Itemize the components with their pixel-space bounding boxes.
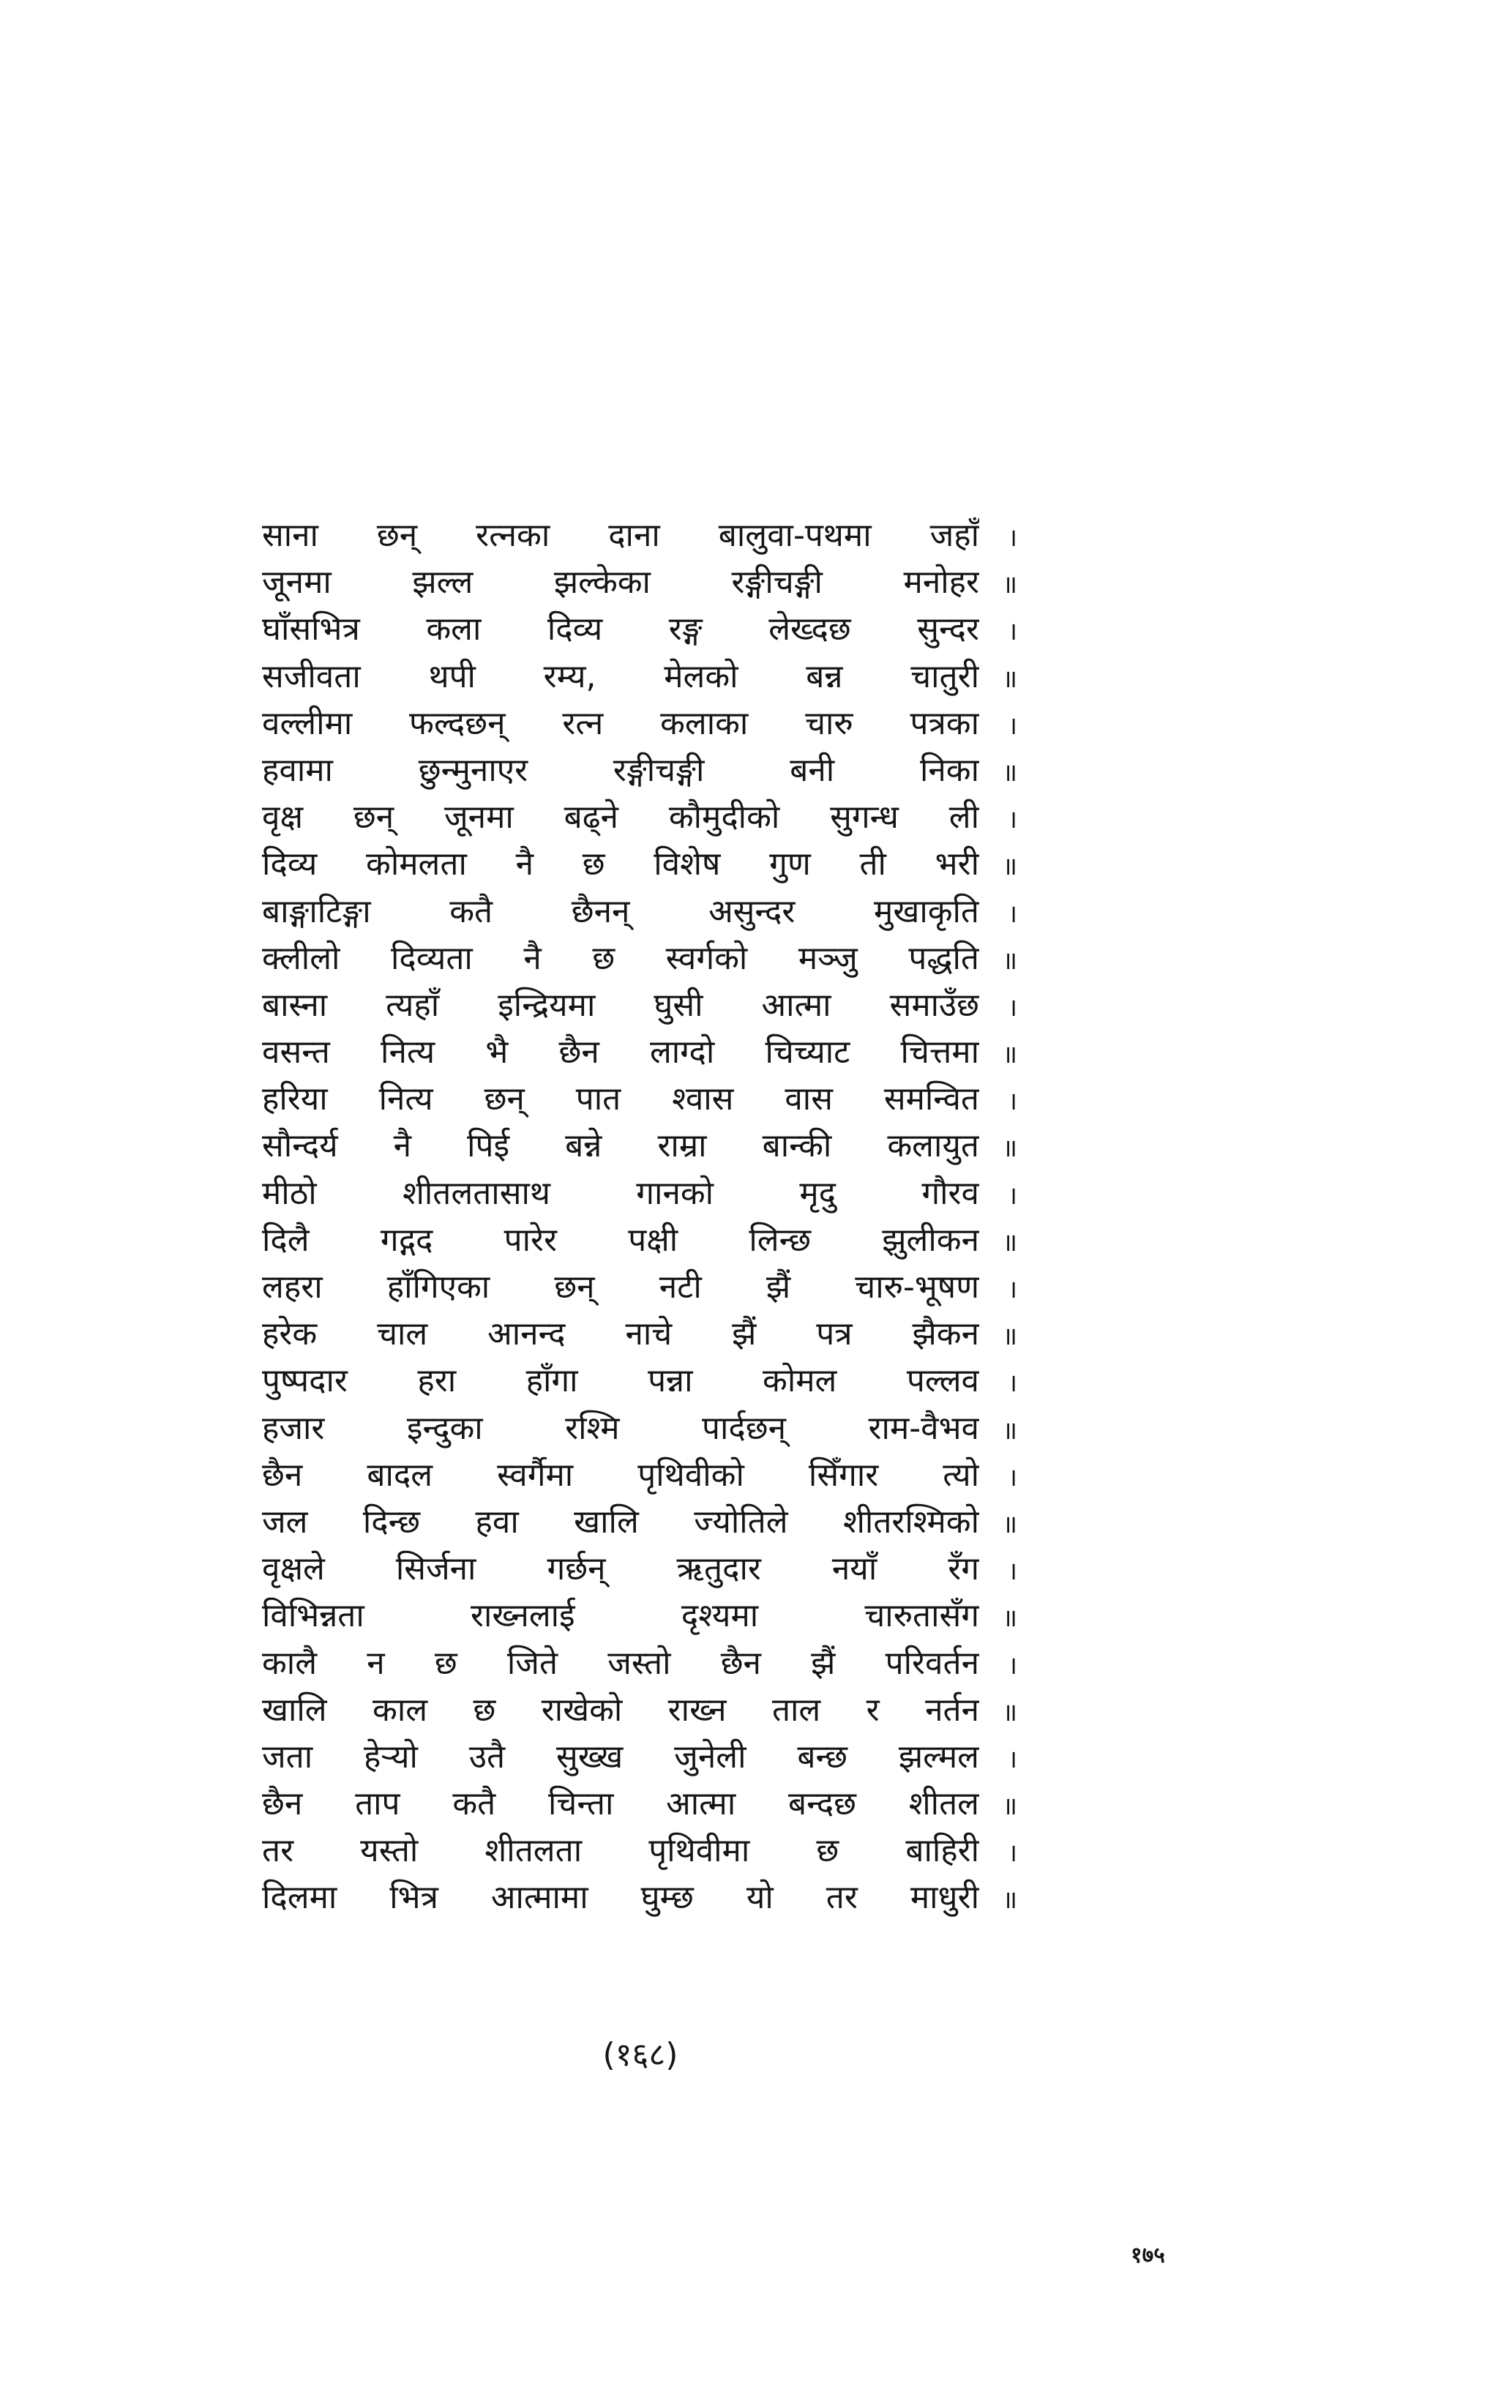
verse-end-mark: । — [1008, 617, 1017, 647]
verse-end-mark: । — [1008, 1462, 1017, 1492]
verse-text: कालै न छ जिते जस्तो छैन झैं परिवर्तन — [262, 1644, 979, 1682]
verse-text: साना छन् रत्नका दाना बालुवा-पथमा जहाँ — [262, 517, 979, 554]
verse-end-mark: । — [1008, 523, 1017, 553]
verse-text: घाँसभित्र कला दिव्य रङ्ग लेख्दछ सुन्दर — [262, 610, 979, 648]
verse-end-mark: । — [1008, 1369, 1017, 1399]
verse-text: छैन ताप कतै चिन्ता आत्मा बन्दछ शीतल — [262, 1785, 979, 1823]
verse-line — [262, 1593, 1017, 1639]
verse-end-mark: ॥ — [1002, 946, 1017, 976]
page-number: (१६८) — [602, 2036, 678, 2074]
verse-line — [262, 700, 1017, 747]
verse-text: बाङ्गाटिङ्गा कतै छैनन् असुन्दर मुखाकृति — [262, 892, 979, 930]
verse-line — [262, 982, 1017, 1029]
folio-number: १७५ — [1131, 2243, 1165, 2268]
verse-end-mark: ॥ — [1002, 758, 1017, 788]
verse-end-mark: ॥ — [1002, 1604, 1017, 1634]
verse-text: छैन बादल स्वर्गैमा पृथिवीको सिँगार त्यो — [262, 1456, 979, 1494]
verse-text: हरेक चाल आनन्द नाचे झैं पत्र झैकन — [262, 1315, 979, 1353]
verse-line — [262, 1828, 1017, 1874]
verse-line — [262, 559, 1017, 606]
verse-text: वसन्त नित्य भै छैन लाग्दो चिच्याट चित्तमा — [262, 1033, 979, 1072]
verse-line — [262, 935, 1017, 982]
verse-end-mark: । — [1008, 1275, 1017, 1304]
verse-line — [262, 1452, 1017, 1499]
verse-line — [262, 1499, 1017, 1546]
poem-block — [262, 512, 1017, 1922]
verse-end-mark: ॥ — [1002, 1697, 1017, 1727]
verse-line — [262, 1311, 1017, 1358]
verse-line — [262, 1734, 1017, 1781]
verse-end-mark: ॥ — [1002, 1134, 1017, 1164]
verse-text: दिलै गद्गद पारेर पक्षी लिन्छ झुलीकन — [262, 1221, 979, 1259]
verse-line — [262, 1076, 1017, 1123]
verse-text: दिव्य कोमलता नै छ विशेष गुण ती भरी — [262, 845, 979, 883]
verse-text: मीठो शीतलतासाथ गानको मृदु गौरव — [262, 1174, 979, 1212]
verse-text: जूनमा झल्ल झल्केका रङ्गीचङ्गी मनोहर — [262, 564, 979, 602]
verse-line — [262, 654, 1017, 700]
verse-text: जल दिन्छ हवा खालि ज्योतिले शीतरश्मिको — [262, 1503, 979, 1541]
verse-text: क्लीलो दिव्यता नै छ स्वर्गको मञ्जु पद्धति — [262, 939, 979, 977]
verse-line — [262, 1123, 1017, 1170]
verse-text: खालि काल छ राखेको राख्न ताल र नर्तन — [262, 1691, 979, 1729]
verse-text: तर यस्तो शीतलता पृथिवीमा छ बाहिरी — [262, 1832, 979, 1870]
verse-end-mark: । — [1008, 805, 1017, 835]
verse-text: हरिया नित्य छन् पात श्वास वास समन्वित — [262, 1080, 979, 1118]
verse-line — [262, 1170, 1017, 1217]
verse-line — [262, 1264, 1017, 1311]
verse-line — [262, 512, 1017, 559]
verse-line — [262, 1546, 1017, 1593]
verse-end-mark: । — [1008, 1181, 1017, 1211]
verse-end-mark: ॥ — [1002, 1792, 1017, 1822]
verse-end-mark: । — [1008, 1557, 1017, 1587]
verse-end-mark: ॥ — [1002, 1227, 1017, 1257]
verse-end-mark: । — [1008, 992, 1017, 1022]
verse-line — [262, 1640, 1017, 1687]
verse-text: विभिन्नता राख्नलाई दृश्यमा चारुतासँग — [262, 1597, 979, 1635]
verse-end-mark: ॥ — [1002, 852, 1017, 882]
verse-line — [262, 747, 1017, 794]
verse-text: वृक्षले सिर्जना गर्छन् ऋतुदार नयाँ रँग — [262, 1550, 979, 1588]
verse-end-mark: ॥ — [1002, 1509, 1017, 1539]
verse-text: लहरा हाँगिएका छन् नटी झैं चारु-भूषण — [262, 1268, 979, 1306]
verse-line — [262, 1358, 1017, 1405]
verse-end-mark: । — [1008, 1839, 1017, 1869]
verse-end-mark: ॥ — [1002, 570, 1017, 600]
verse-line — [262, 1687, 1017, 1734]
verse-text: बास्ना त्यहाँ इन्द्रियमा घुसी आत्मा समाउँछ — [262, 986, 979, 1024]
verse-end-mark: ॥ — [1002, 664, 1017, 694]
verse-text: सजीवता थपी रम्य, मेलको बन्न चातुरी — [262, 657, 979, 695]
verse-end-mark: ॥ — [1002, 1416, 1017, 1446]
verse-end-mark: । — [1008, 1087, 1017, 1117]
verse-end-mark: ॥ — [1002, 1040, 1017, 1070]
verse-line — [262, 1874, 1017, 1921]
verse-end-mark: । — [1008, 899, 1017, 929]
verse-end-mark: । — [1008, 1744, 1017, 1774]
verse-text: हजार इन्दुका रश्मि पार्दछन् राम-वैभव — [262, 1409, 979, 1447]
verse-line — [262, 794, 1017, 841]
verse-text: हवामा छुन्मुनाएर रङ्गीचङ्गी बनी निका — [262, 751, 979, 789]
verse-end-mark: ॥ — [1002, 1885, 1017, 1915]
verse-line — [262, 841, 1017, 888]
verse-line — [262, 606, 1017, 653]
verse-text: वृक्ष छन् जूनमा बढ्ने कौमुदीको सुगन्ध ली — [262, 799, 979, 837]
verse-line — [262, 1781, 1017, 1828]
verse-line — [262, 1405, 1017, 1452]
verse-end-mark: । — [1008, 711, 1017, 741]
verse-end-mark: । — [1008, 1650, 1017, 1680]
verse-line — [262, 889, 1017, 935]
verse-end-mark: ॥ — [1002, 1322, 1017, 1352]
verse-text: सौन्दर्य नै पिई बन्ने राम्रा बान्की कलायुत — [262, 1127, 979, 1165]
verse-text: पुष्पदार हरा हाँगा पन्ना कोमल पल्लव — [262, 1362, 979, 1400]
verse-text: जता हेऱ्यो उतै सुख्ख जुनेली बन्छ झल्मल — [262, 1738, 979, 1776]
verse-text: वल्लीमा फल्दछन् रत्न कलाका चारु पत्रका — [262, 704, 979, 742]
verse-text: दिलमा भित्र आत्मामा घुम्छ यो तर माधुरी — [262, 1879, 979, 1917]
verse-line — [262, 1217, 1017, 1264]
verse-line — [262, 1029, 1017, 1076]
